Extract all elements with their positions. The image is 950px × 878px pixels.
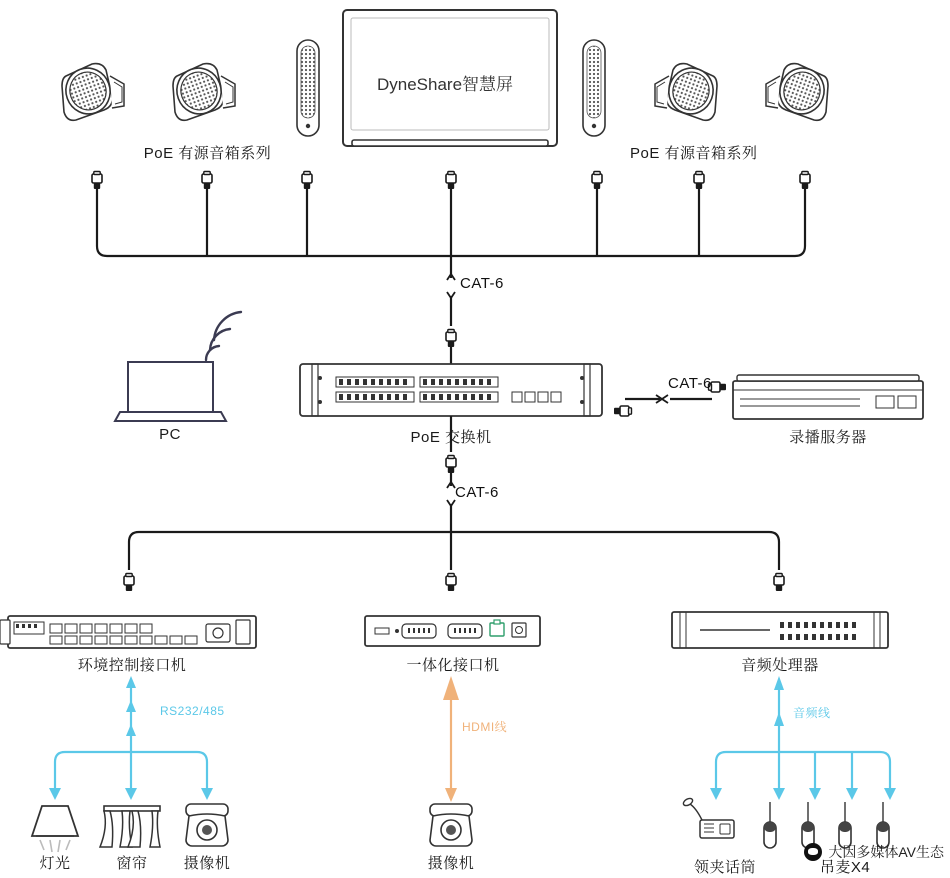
label-hdmi: HDMI线 bbox=[462, 720, 508, 734]
poe-switch bbox=[300, 364, 602, 416]
poe-speaker-3 bbox=[655, 62, 720, 120]
record-server bbox=[733, 375, 923, 419]
label-poe-switch: PoE 交换机 bbox=[410, 429, 492, 446]
light-fixture bbox=[32, 806, 78, 852]
hanging-mic-1 bbox=[764, 802, 776, 848]
label-cat6-server: CAT-6 bbox=[668, 375, 712, 392]
cat6-top-connector bbox=[446, 330, 456, 348]
poe-speaker-1 bbox=[59, 62, 124, 120]
label-camera-left: 摄像机 bbox=[183, 855, 231, 872]
label-env-control: 环境控制接口机 bbox=[77, 657, 187, 674]
label-pc: PC bbox=[159, 426, 181, 443]
wechat-icon bbox=[804, 843, 822, 861]
top-connectors bbox=[92, 172, 810, 190]
label-speakers-left: PoE 有源音箱系列 bbox=[143, 145, 272, 162]
label-cat6-top: CAT-6 bbox=[460, 275, 504, 292]
bottom-connectors bbox=[124, 574, 784, 592]
poe-speaker-2 bbox=[170, 62, 235, 120]
label-hanging-mic: 吊麦X4 bbox=[819, 859, 871, 876]
label-cat6-bottom: CAT-6 bbox=[455, 484, 499, 501]
label-audio-line: 音频线 bbox=[793, 706, 831, 720]
cat6-bottom-connector bbox=[446, 456, 456, 474]
label-rs232: RS232/485 bbox=[160, 704, 225, 718]
pc-laptop bbox=[115, 312, 241, 421]
top-cable-bus bbox=[97, 186, 805, 256]
label-lavalier-mic: 领夹话筒 bbox=[693, 859, 756, 876]
screen-label: DyneShare智慧屏 bbox=[377, 75, 514, 94]
camera-left bbox=[186, 804, 228, 846]
label-curtain: 窗帘 bbox=[116, 855, 148, 872]
label-light: 灯光 bbox=[39, 855, 71, 872]
server-connector-left bbox=[614, 406, 632, 416]
poe-speaker-4 bbox=[766, 62, 831, 120]
label-camera-center: 摄像机 bbox=[427, 855, 475, 872]
label-integrated-interface: 一体化接口机 bbox=[406, 657, 500, 674]
watermark-text: 大因多媒体AV生态 bbox=[828, 844, 944, 860]
panel-speaker-left bbox=[297, 40, 319, 136]
bottom-cable-bus bbox=[129, 532, 779, 570]
audio-processor-device bbox=[672, 612, 888, 648]
curtain bbox=[100, 806, 160, 847]
label-record-server: 录播服务器 bbox=[789, 429, 867, 446]
panel-speaker-right bbox=[583, 40, 605, 136]
audio-arrows bbox=[710, 676, 896, 800]
camera-center bbox=[430, 804, 472, 846]
cat6-server-link bbox=[625, 395, 712, 403]
cat6-top-link bbox=[447, 256, 455, 364]
label-audio-processor: 音频处理器 bbox=[741, 657, 819, 674]
integrated-interface-device bbox=[365, 616, 540, 646]
env-control-device bbox=[0, 616, 256, 648]
lavalier-mic bbox=[682, 797, 734, 838]
label-speakers-right: PoE 有源音箱系列 bbox=[630, 145, 758, 162]
watermark bbox=[804, 842, 944, 862]
